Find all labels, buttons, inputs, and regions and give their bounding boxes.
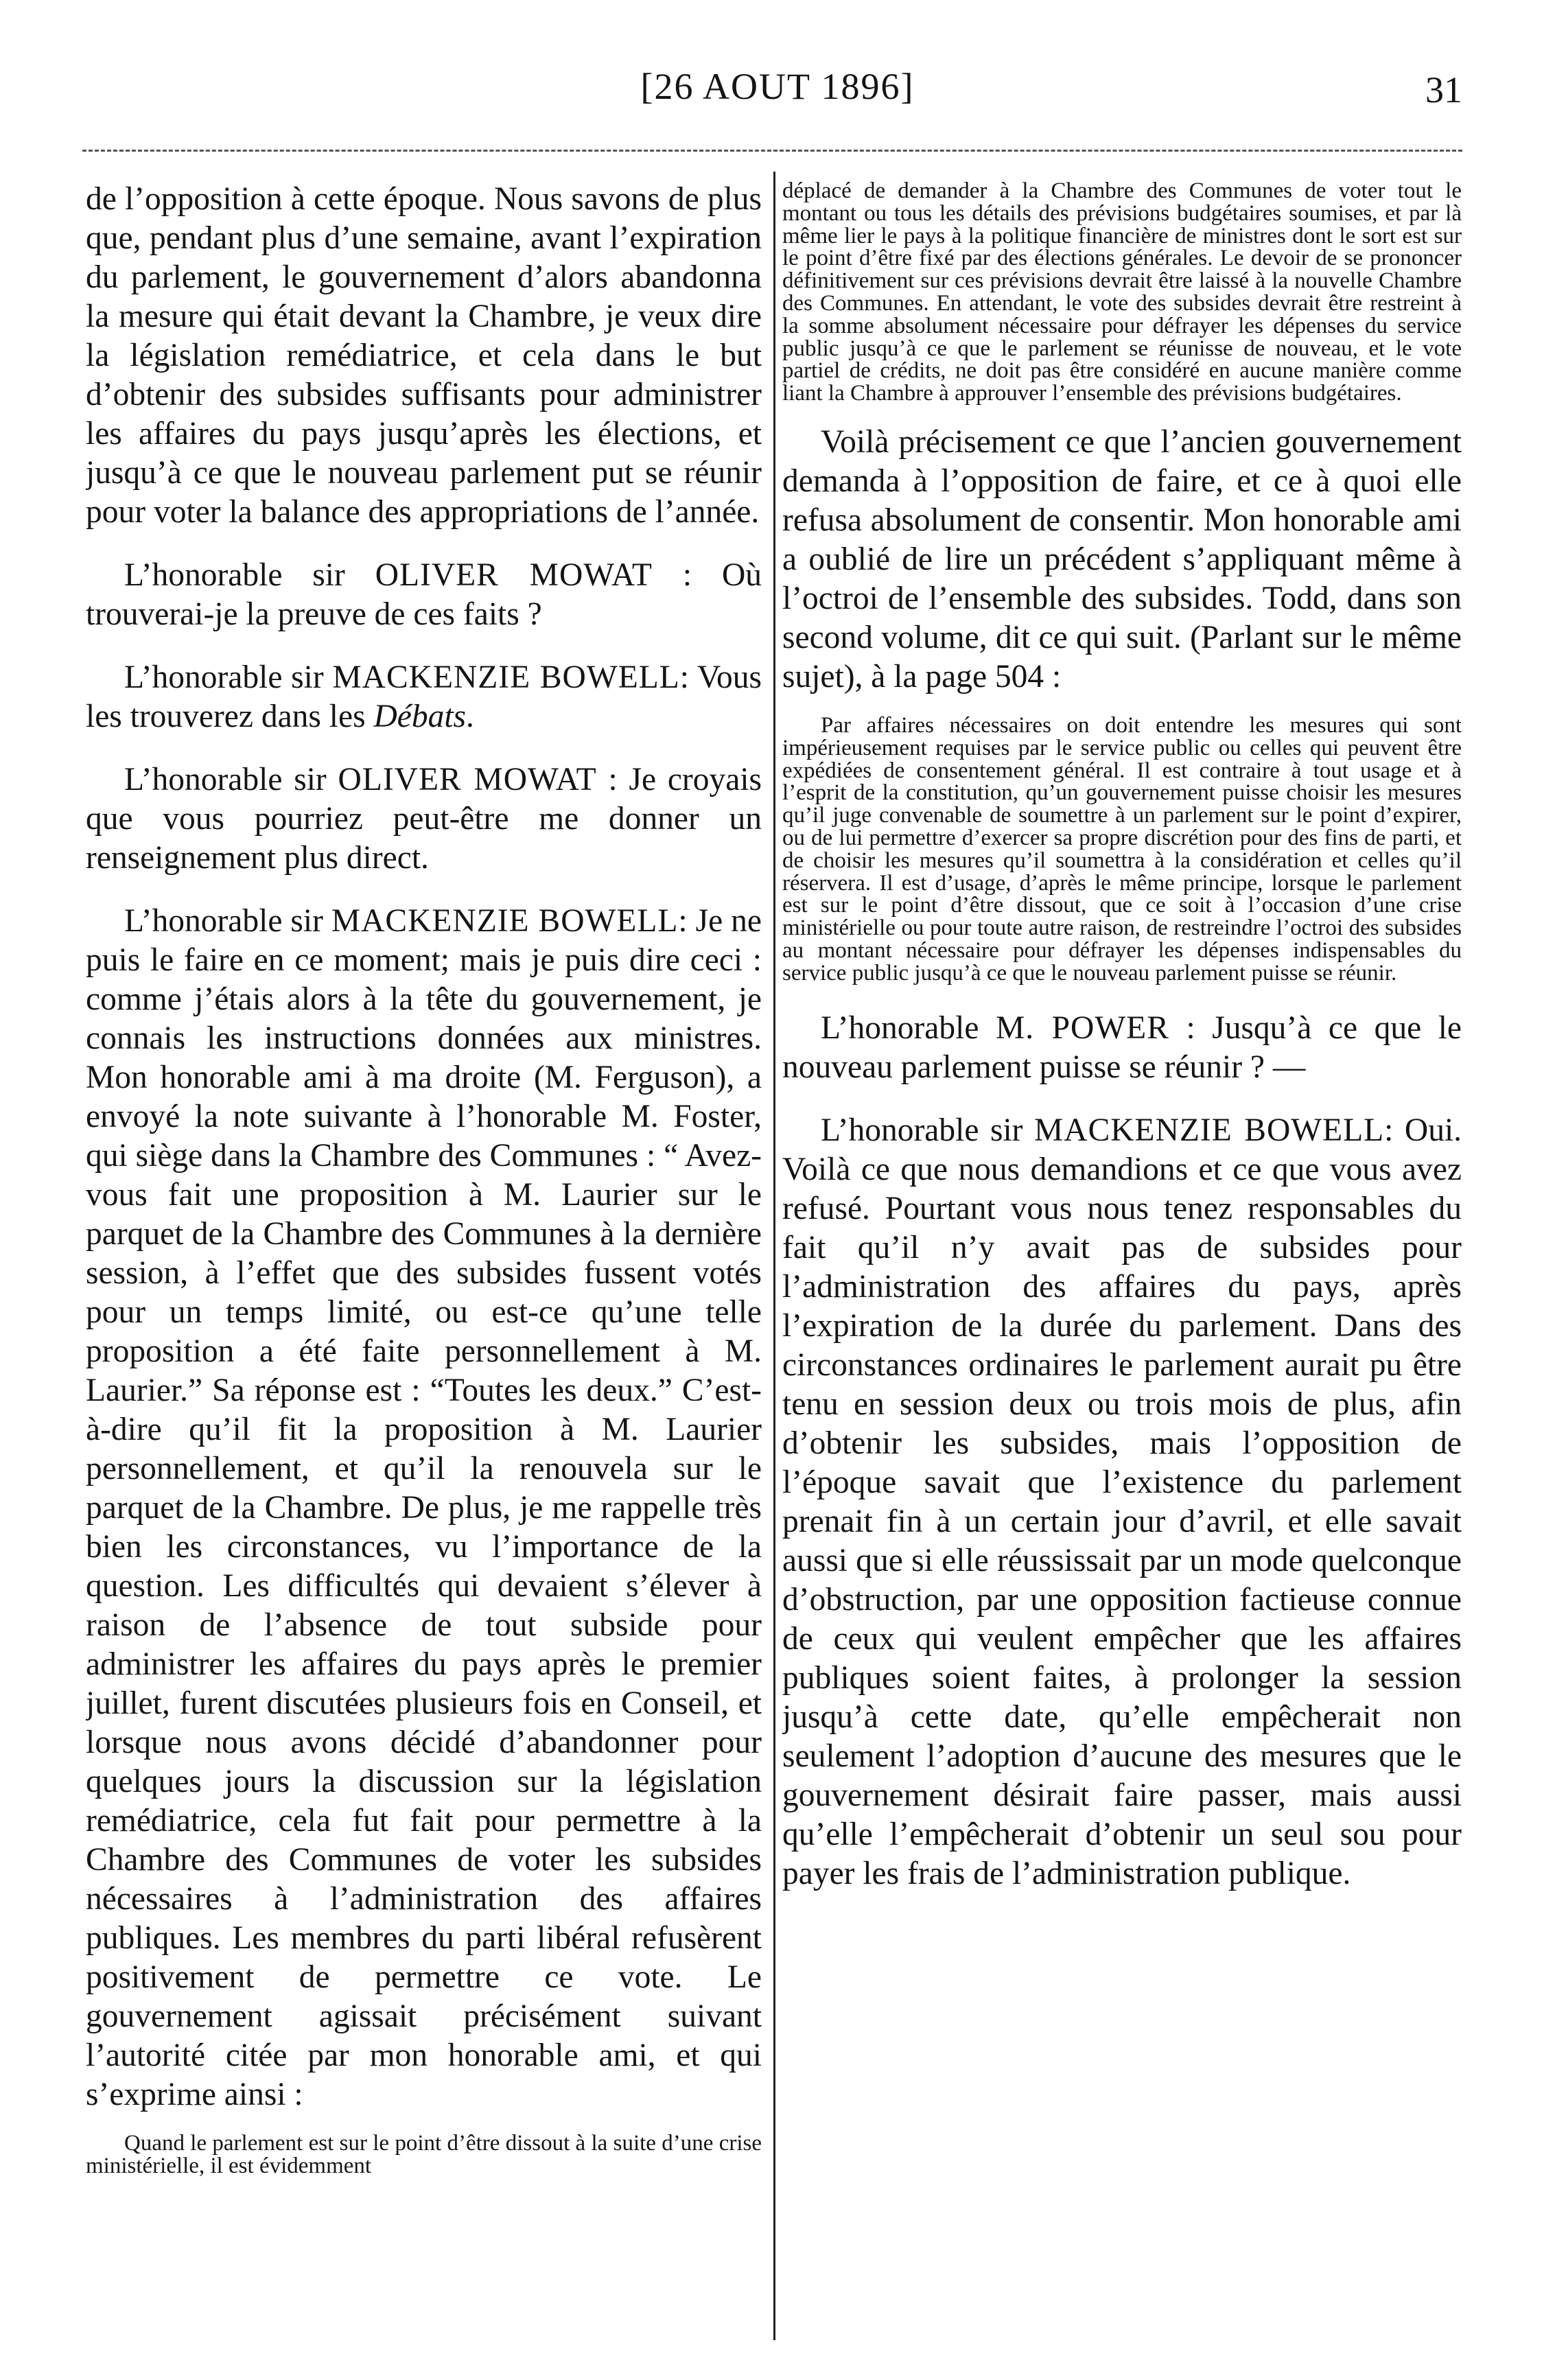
paragraph: Voilà précisement ce que l’ancien gouvernement demanda à l’opposition de faire, et ce à quoi elle refusa absolument de consentir. Mon honorable ami a oublié de lire un précédent s’appliquant même à l’octroi de l’ensemble des subsides. Todd, dans son second volume, dit ce qui suit. (Parlant sur le même sujet), à la page 504 : xyxy=(782,423,1462,695)
speech-paragraph: L’honorable sir OLIVER MOWAT : Je croyais que vous pourriez peut-être me donner un renseignement plus direct. xyxy=(86,762,762,876)
speech-text: Vous les trouverez dans les xyxy=(86,660,762,734)
header-rule xyxy=(82,150,1462,152)
speaker-prefix: L’honorable sir xyxy=(124,660,324,695)
page-date: [26 AOUT 1896] xyxy=(640,66,915,107)
speaker-prefix: L’honorable sir xyxy=(124,762,327,797)
speech-text: Oui. Voilà ce que nous demandions et ce que vous avez refusé. Pourtant vous nous tenez responsables du fait qu’il n’y avait pas de subsides pour l’administration des affaires du pays, après l’expiration de la durée du parlement. Dans des circonstances ordinaires le parlement aurait pu être tenu en session deux ou trois mois de plus, afin d’obtenir les subsides, mais l’opposition de l’époque savait que l’existence du parlement prenait fin à un certain jour d’avril, et elle savait aussi que si elle réussissait par un mode quelconque d’obstruction, par une opposition factieuse connue de ceux qui veulent empêcher que les affaires publiques soient faites, à prolonger la session jusqu’à cette date, qu’elle empêcherait non seulement l’adoption d’aucune des mesures que le gouvernement désirait faire passer, mais aussi qu’elle l’empêcherait d’obtenir un seul sou pour payer les frais de l’administration publique. xyxy=(782,1112,1462,1891)
column-divider xyxy=(773,172,775,2340)
left-column xyxy=(86,180,762,2342)
speaker-prefix: L’honorable sir xyxy=(124,557,345,593)
speech-paragraph: L’honorable sir OLIVER MOWAT : Où trouverai-je la preuve de ces faits ? xyxy=(86,557,762,632)
page-number: 31 xyxy=(1425,69,1462,110)
block-quote: Par affaires nécessaires on doit entendre les mesures qui sont impérieusement requises par le service public ou celles qui peuvent être expédiées de consentement général. Il est contraire à tout usage et à l’esprit de la constitution, qu’un gouvernement puisse choisir les mesures qu’il juge convenable de soumettre à un parlement sur le point d’expirer, ou de lui permettre d’exercer sa propre discrétion pour des fins de parti, et de choisir les mesures qu’il soumettra à la considération et celles qu’il réservera. Il est d’usage, d’après le même principe, lorsque le parlement est sur le point d’être dissout, que ce soit à l’occasion d’une crise ministérielle ou pour toute autre raison, de restreindre l’octroi des subsides au montant nécessaire pour défrayer les dépenses indispensables du service public jusqu’à ce que le nouveau parlement puisse se réunir. xyxy=(782,712,1462,985)
speaker-prefix: L’honorable xyxy=(821,1010,979,1046)
speech-text: Je ne puis le faire en ce moment; mais je puis dire ceci : comme j’étais alors à la tête du gouvernement, je connais les instructions données aux ministres. Mon honorable ami à ma droite (M. Ferguson), a envoyé la note suivante à l’honorable M. Foster, qui siège dans la Chambre des Communes : “ Avez-vous fait une proposition à M. Laurier sur le parquet de la Chambre des Communes à la dernière session, à l’effet que des subsides fussent votés pour un temps limité, ou est-ce qu’une telle proposition a été faite personnellement à M. Laurier.” Sa réponse est : “Toutes les deux.” C’est-à-dire qu’il fit la proposition à M. Laurier personnellement, et qu’il la renouvela sur le parquet de la Chambre. De plus, je me rappelle très bien les circonstances, vu l’importance de la question. Les difficultés qui devaient s’élever à raison de l’absence de tout subside pour administrer les affaires du pays après le premier juillet, furent discutées plusieurs fois en Conseil, et lorsque nous avons décidé d’abandonner pour quelques jours la discussion sur la législation remédiatrice, cela fut fait pour permettre à la Chambre des Communes de voter les subsides nécessaires à l’administration des affaires publiques. Les membres du parti libéral refusèrent positivement de permettre ce vote. Le gouvernement agissait précisément suivant l’autorité citée par mon honorable ami, et qui s’exprime ainsi : xyxy=(86,903,762,2112)
speaker-name: OLIVER MOWAT xyxy=(338,762,597,797)
speaker-name: M. POWER xyxy=(995,1010,1169,1046)
speaker-prefix: L’honorable sir xyxy=(821,1112,1023,1148)
emphasis-text: Débats xyxy=(373,699,467,734)
speech-paragraph: L’honorable M. POWER : Jusqu’à ce que le nouveau parlement puisse se réunir ? — xyxy=(782,1010,1462,1085)
speaker-name: MACKENZIE BOWELL xyxy=(332,660,680,695)
block-quote: déplacé de demander à la Chambre des Communes de voter tout le montant ou tous les détails des prévisions budgétaires soumises, et par là même lier le pays à la politique financière de ministres dont le sort est sur le point d’être fixé par des élections générales. Le devoir de se prononcer définitivement sur ces prévisions devrait être laissé à la nouvelle Chambre des Communes. En attendant, le vote des subsides devrait être restreint à la somme absolument nécessaire pour défrayer les dépenses du service public jusqu’à ce que le parlement se réunisse de nouveau, et le vote partiel de crédits, ne doit pas être considéré en aucune manière comme liant la Chambre à approuver l’ensemble des prévisions budgétaires. xyxy=(782,180,1462,406)
speaker-name: OLIVER MOWAT xyxy=(375,557,653,593)
speech-text: Je croyais que vous pourriez peut-être me donner un renseignement plus direct. xyxy=(86,762,762,876)
speaker-name: MACKENZIE BOWELL xyxy=(1034,1112,1385,1148)
speech-paragraph: L’honorable sir MACKENZIE BOWELL: Je ne puis le faire en ce moment; mais je puis dire ceci : comme j’étais alors à la tête du gouvernement, je connais les instructions données aux ministres. Mon honorable ami à ma droite (M. Ferguson), a envoyé la note suivante à l’honorable M. Foster, qui siège dans la Chambre des Communes : “ Avez-vous fait une proposition à M. Laurier sur le parquet de la Chambre des Communes à la dernière session, à l’effet que des subsides fussent votés pour un temps limité, ou est-ce qu’une telle proposition a été faite personnellement à M. Laurier.” Sa réponse est : “Toutes les deux.” C’est-à-dire qu’il fit la proposition à M. Laurier personnellement, et qu’il la renouvela sur le parquet de la Chambre. De plus, je me rappelle très bien les circonstances, vu l’importance de la question. Les difficultés qui devaient s’élever à raison de l’absence de tout subside pour administrer les affaires du pays après le premier juillet, furent discutées plusieurs fois en Conseil, et lorsque nous avons décidé d’abandonner pour quelques jours la discussion sur la législation remédiatrice, cela fut fait pour permettre à la Chambre des Communes de voter les subsides nécessaires à l’administration des affaires publiques. Les membres du parti libéral refusèrent positivement de permettre ce vote. Le gouvernement agissait précisément suivant l’autorité citée par mon honorable ami, et qui s’exprime ainsi : xyxy=(86,903,762,2112)
speech-end: . xyxy=(466,699,474,734)
speech-text: Jusqu’à ce que le nouveau parlement puisse se réunir ? — xyxy=(782,1010,1462,1085)
paragraph: de l’opposition à cette époque. Nous savons de plus que, pendant plus d’une semaine, avant l’expiration du parlement, le gouvernement d’alors abandonna la mesure qui était devant la Chambre, je veux dire la législation remédiatrice, et cela dans le but d’obtenir des subsides suffisants pour administrer les affaires du pays jusqu’après les élections, et jusqu’à ce que le nouveau parlement put se réunir pour voter la balance des appropriations de l’année. xyxy=(86,181,762,530)
speech-text: Où trouverai-je la preuve de ces faits ? xyxy=(86,557,762,632)
speaker-prefix: L’honorable sir xyxy=(124,903,323,939)
block-quote: Quand le parlement est sur le point d’être dissout à la suite d’une crise ministérielle, il est évidemment xyxy=(86,2131,762,2178)
page-header xyxy=(0,0,1555,165)
speech-paragraph: L’honorable sir MACKENZIE BOWELL: Vous les trouverez dans les Débats. xyxy=(86,660,762,734)
speech-paragraph: L’honorable sir MACKENZIE BOWELL: Oui. Voilà ce que nous demandions et ce que vous avez refusé. Pourtant vous nous tenez responsables du fait qu’il n’y avait pas de subsides pour l’administration des affaires du pays, après l’expiration de la durée du parlement. Dans des circonstances ordinaires le parlement aurait pu être tenu en session deux ou trois mois de plus, afin d’obtenir les subsides, mais l’opposition de l’époque savait que l’existence du parlement prenait fin à un certain jour d’avril, et elle savait aussi que si elle réussissait par un mode quelconque d’obstruction, par une opposition factieuse connue de ceux qui veulent empêcher que les affaires publiques soient faites, à prolonger la session jusqu’à cette date, qu’elle empêcherait non seulement l’adoption d’aucune des mesures que le gouvernement désirait faire passer, mais aussi qu’elle l’empêcherait d’obtenir un seul sou pour payer les frais de l’administration publique. xyxy=(782,1112,1462,1891)
right-column xyxy=(782,180,1462,2342)
speaker-name: MACKENZIE BOWELL xyxy=(331,903,679,939)
